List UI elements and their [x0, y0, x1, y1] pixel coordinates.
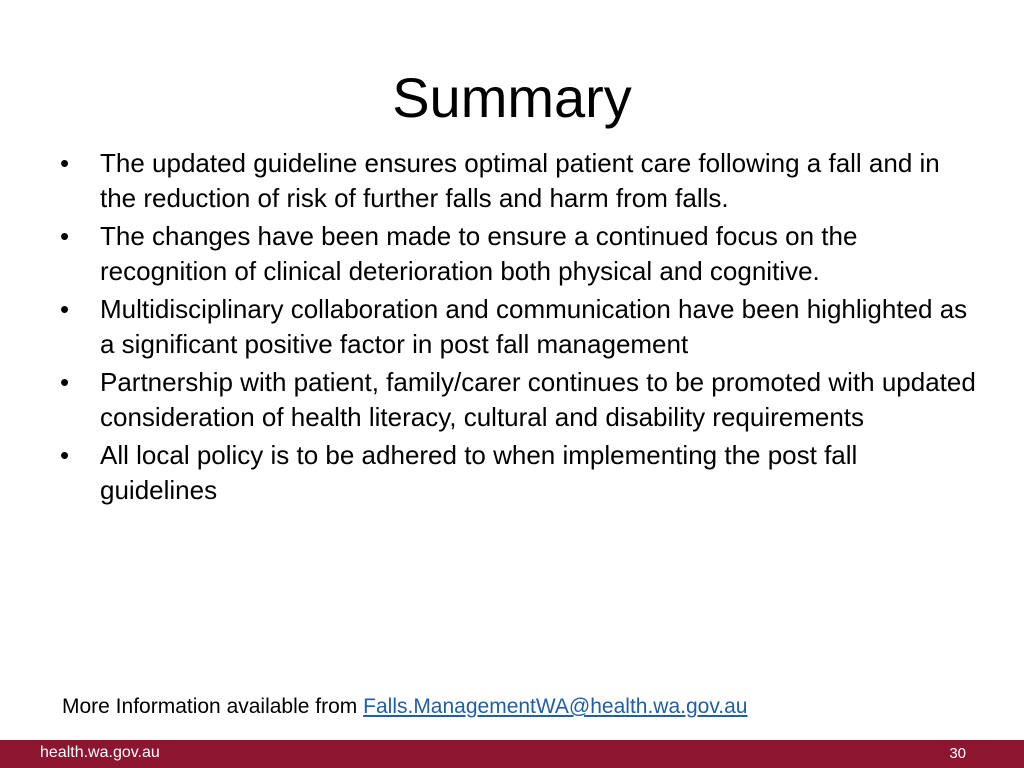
bullet-dot: • [60, 294, 70, 324]
email-link[interactable]: Falls.ManagementWA@health.wa.gov.au [363, 695, 748, 718]
bullet-item [56, 292, 976, 361]
bullet-item [56, 438, 976, 507]
footer-site: health.wa.gov.au [40, 744, 160, 761]
more-info-text: More Information available from [62, 695, 364, 718]
footer-bar [0, 740, 1024, 768]
bullet-item [56, 219, 976, 288]
bullet-item [56, 146, 976, 215]
bullet-text: The updated guideline ensures optimal patient care following a fall and in the reduction of risk of further falls and harm from falls. [100, 148, 940, 213]
bullet-item [56, 365, 976, 434]
bullet-dot: • [60, 440, 70, 470]
bullet-text: Partnership with patient, family/carer continues to be promoted with updated consideration of health literacy, cultural and disability requirements [100, 367, 976, 432]
bullet-list [56, 146, 976, 511]
bullet-text: The changes have been made to ensure a continued focus on the recognition of clinical deterioration both physical and cognitive. [100, 221, 858, 286]
more-info-line [62, 692, 747, 722]
bullet-dot: • [60, 221, 70, 251]
bullet-text: Multidisciplinary collaboration and communication have been highlighted as a significant positive factor in post fall management [100, 294, 968, 359]
bullet-text: All local policy is to be adhered to when implementing the post fall guidelines [100, 440, 858, 505]
page-number: 30 [949, 745, 966, 762]
bullet-dot: • [60, 148, 70, 178]
bullet-dot: • [60, 367, 70, 397]
slide-title: Summary [392, 66, 632, 129]
